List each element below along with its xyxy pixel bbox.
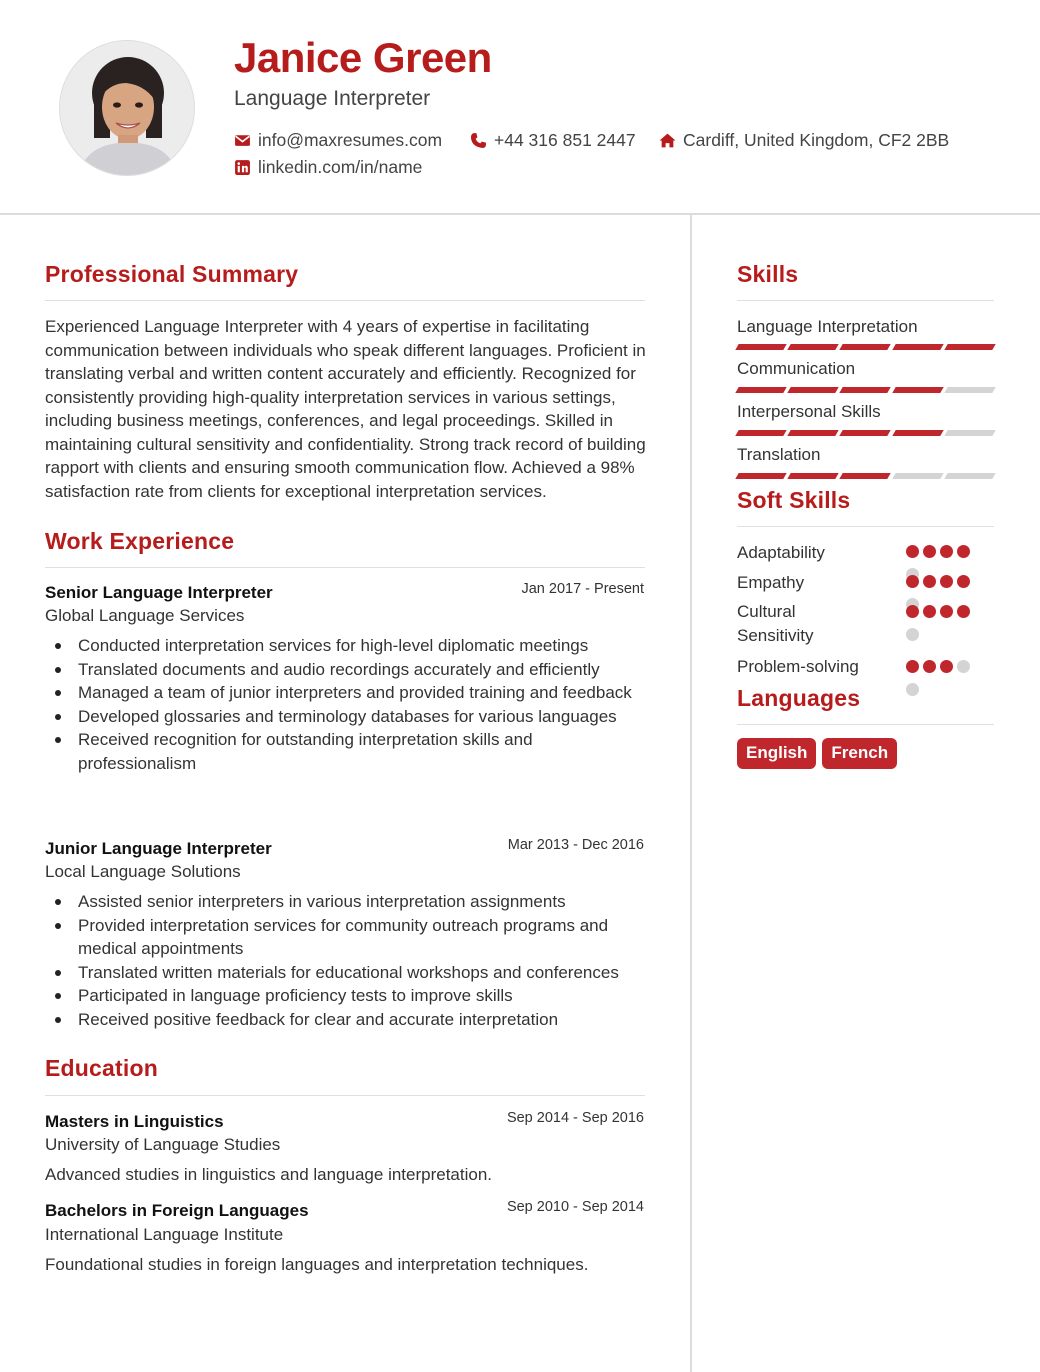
skill-level-bar [737,387,994,394]
bullet-item: Translated documents and audio recordings accurately and efficiently [78,658,648,682]
job-organization: Global Language Services [45,606,245,625]
section-divider [45,567,645,568]
skill-name: Communication [737,359,856,378]
skill-segment-filled [840,344,892,350]
education-date: Sep 2014 - Sep 2016 [506,1110,644,1126]
rating-dot-filled [923,575,936,588]
section-divider [45,1095,645,1096]
rating-dot-filled [923,660,936,673]
rating-dot-filled [906,575,919,588]
school-name: International Language Institute [45,1225,284,1244]
contact-linkedin[interactable] [234,157,422,178]
school-name: University of Language Studies [45,1135,281,1154]
bullet-item: Provided interpretation services for community outreach programs and medical appointments [78,914,648,961]
resume-header [0,0,1040,215]
rating-dot-filled [923,605,936,618]
rating-dot-filled [906,545,919,558]
bullet-item: Received recognition for outstanding interpretation skills and professionalism [78,728,648,775]
degree-title: Masters in Linguistics [45,1112,224,1131]
linkedin-icon [234,159,251,176]
soft-skill-name: Adaptability [737,543,825,562]
rating-dot-filled [957,605,970,618]
education-date: Sep 2010 - Sep 2014 [506,1199,644,1215]
language-tags [737,738,897,769]
summary-text: Experienced Language Interpreter with 4 years of expertise in facilitating communication between individuals who speak different languages. Proficient in translating verbal and written content accurately and efficiently. Recognized for consistently providing high-quality interpretation services in various settings, including business meetings, conferences, and legal proceedings. Skilled in maintaining cultural sensitivity and confidentiality. Strong track record of building rapport with clients and ensuring smooth communication flow. Achieved a 98% satisfaction rate from clients for exceptional interpretation services. [45,317,646,501]
rating-dot-filled [957,575,970,588]
bullet-item: Conducted interpretation services for high-level diplomatic meetings [78,634,648,658]
skill-segment-filled [892,387,944,393]
bullet-item: Translated written materials for educational workshops and conferences [78,961,648,985]
section-divider [737,526,994,527]
degree-title: Bachelors in Foreign Languages [45,1201,309,1220]
education-description: Foundational studies in foreign languages and interpretation techniques. [45,1255,589,1274]
skill-name: Translation [737,445,821,464]
address-text: Cardiff, United Kingdom, CF2 2BB [683,130,950,150]
rating-dot-empty [906,683,919,696]
bullet-item: Received positive feedback for clear and accurate interpretation [78,1008,648,1032]
bullet-item: Participated in language proficiency tests to improve skills [78,984,648,1008]
skill-segment-filled [892,344,944,350]
skill-segment-filled [787,387,839,393]
skill-segment-filled [735,387,787,393]
job-date: Jan 2017 - Present [521,581,644,597]
skill-level-bar [737,344,994,351]
bullet-item: Developed glossaries and terminology databases for various languages [78,705,648,729]
rating-dot-filled [923,545,936,558]
contact-email[interactable] [234,130,442,151]
bullet-item: Managed a team of junior interpreters and provided training and feedback [78,681,648,705]
rating-dot-filled [957,545,970,558]
skill-segment-empty [944,387,996,393]
skill-segment-empty [944,473,996,479]
work-experience-heading: Work Experience [45,528,235,554]
skill-segment-filled [787,430,839,436]
skill-segment-filled [892,430,944,436]
avatar-portrait-icon [60,41,195,176]
skill-segment-filled [735,430,787,436]
contact-phone[interactable] [470,130,636,151]
soft-skill-name: Problem-solving [737,657,859,676]
profile-photo [59,40,195,176]
soft-skill-dots [906,660,978,696]
skill-level-bar [737,473,994,480]
phone-icon [470,132,487,149]
rating-dot-empty [906,628,919,641]
rating-dot-filled [940,660,953,673]
soft-skill-name: Empathy [737,573,805,592]
rating-dot-filled [906,605,919,618]
soft-skill-dots [906,605,978,641]
skill-segment-filled [787,473,839,479]
skills-heading: Skills [737,261,799,287]
column-divider [690,215,692,1372]
skill-segment-filled [787,344,839,350]
skill-level-bar [737,430,994,437]
professional-summary-heading: Professional Summary [45,261,299,287]
job-bullets [78,634,648,775]
section-divider [737,724,994,725]
home-icon [659,132,676,149]
linkedin-text: linkedin.com/in/name [258,157,423,177]
soft-skills-heading: Soft Skills [737,487,851,513]
skill-segment-empty [892,473,944,479]
rating-dot-filled [940,545,953,558]
job-bullets [78,890,648,1031]
job-organization: Local Language Solutions [45,862,241,881]
skill-segment-filled [840,430,892,436]
job-title: Junior Language Interpreter [45,839,272,858]
contact-address [659,130,949,151]
skill-segment-filled [840,387,892,393]
education-heading: Education [45,1055,158,1081]
language-tag: English [737,738,816,769]
job-date: Mar 2013 - Dec 2016 [507,837,644,853]
rating-dot-filled [906,660,919,673]
skill-name: Language Interpretation [737,317,918,336]
skill-name: Interpersonal Skills [737,402,881,421]
bullet-item: Assisted senior interpreters in various interpretation assignments [78,890,648,914]
phone-text: +44 316 851 2447 [494,130,636,150]
email-text: info@maxresumes.com [258,130,443,150]
job-title: Senior Language Interpreter [45,583,273,602]
skill-segment-filled [944,344,996,350]
skill-segment-filled [735,473,787,479]
skill-segment-filled [840,473,892,479]
section-divider [737,300,994,301]
envelope-icon [234,132,251,149]
rating-dot-filled [940,575,953,588]
language-tag: French [822,738,897,769]
skill-segment-filled [735,344,787,350]
rating-dot-filled [940,605,953,618]
soft-skill-name: Cultural Sensitivity [737,602,814,645]
section-divider [45,300,645,301]
languages-heading: Languages [737,685,861,711]
rating-dot-empty [957,660,970,673]
candidate-name: Janice Green [234,34,492,81]
education-description: Advanced studies in linguistics and language interpretation. [45,1165,493,1184]
skill-segment-empty [944,430,996,436]
candidate-title: Language Interpreter [234,87,431,110]
